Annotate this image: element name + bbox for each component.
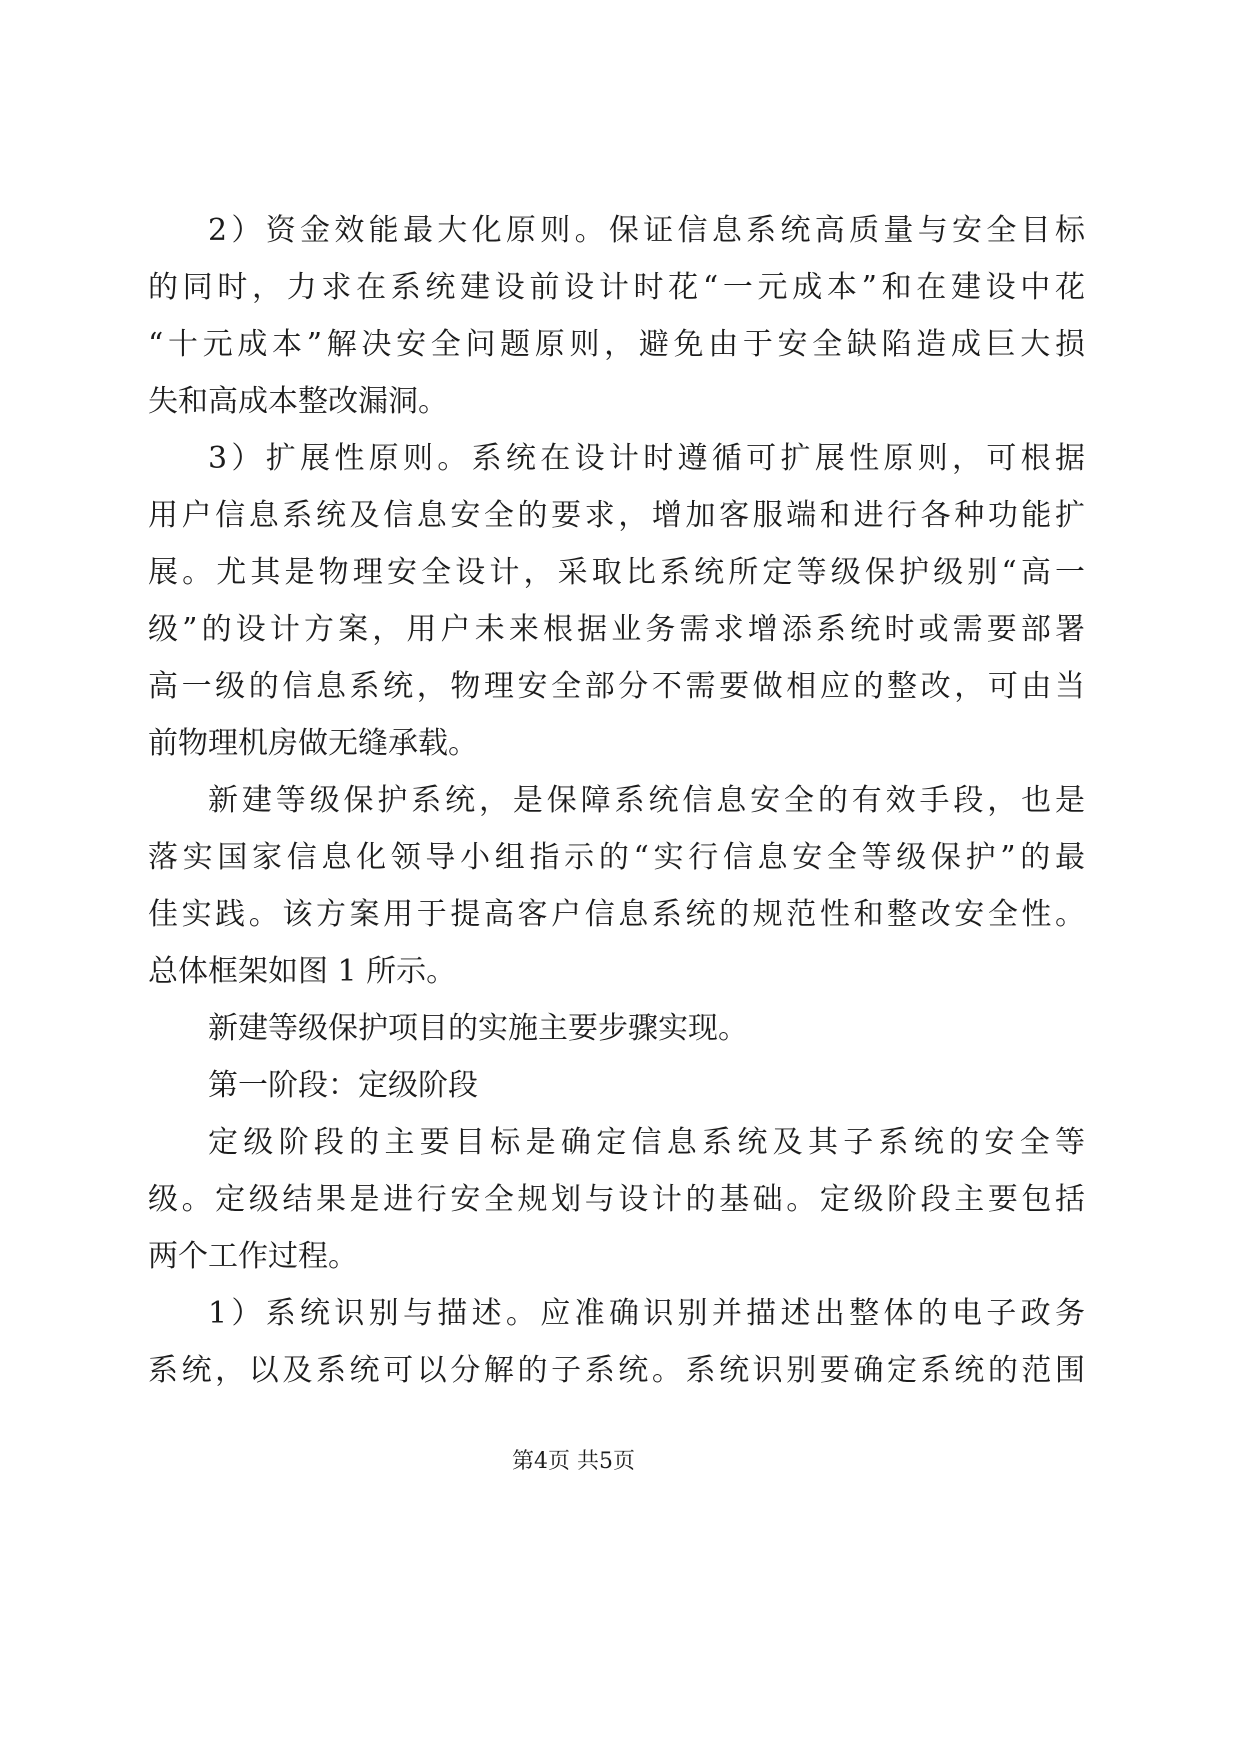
text-line: 级”的设计方案，用户未来根据业务需求增添系统时或需要部署 [148,612,1085,647]
text-line: 1）系统识别与描述。应准确识别并描述出整体的电子政务 [208,1296,1085,1331]
document-body [148,202,1085,1399]
paragraph-grading-stage [148,1114,1085,1285]
section-heading-stage-one [148,1057,1085,1114]
paragraph-implementation-steps [148,1000,1085,1057]
text-line: 定级阶段的主要目标是确定信息系统及其子系统的安全等 [208,1125,1085,1160]
page-footer: 第4页 共5页 [512,1449,635,1474]
text-line: 用户信息系统及信息安全的要求，增加客服端和进行各种功能扩 [148,498,1085,533]
text-line: 新建等级保护项目的实施主要步骤实现。 [208,1011,748,1046]
text-line: 高一级的信息系统，物理安全部分不需要做相应的整改，可由当 [148,669,1085,704]
paragraph-system-identification [148,1285,1085,1399]
text-line: 落实国家信息化领导小组指示的“实行信息安全等级保护”的最 [148,840,1085,875]
text-line: 展。尤其是物理安全设计，采取比系统所定等级保护级别“高一 [148,555,1085,590]
text-line: 3）扩展性原则。系统在设计时遵循可扩展性原则，可根据 [208,441,1085,476]
text-line: 前物理机房做无缝承载。 [148,726,478,761]
text-line: 2）资金效能最大化原则。保证信息系统高质量与安全目标 [208,213,1085,248]
text-line: 级。定级结果是进行安全规划与设计的基础。定级阶段主要包括 [148,1182,1085,1217]
paragraph-scalability [148,430,1085,772]
text-line: 两个工作过程。 [148,1239,358,1274]
text-line: 佳实践。该方案用于提高客户信息系统的规范性和整改安全性。 [148,897,1085,932]
text-line: “十元成本”解决安全问题原则，避免由于安全缺陷造成巨大损 [148,327,1085,362]
text-line: 总体框架如图 1 所示。 [148,954,457,989]
text-line: 的同时，力求在系统建设前设计时花“一元成本”和在建设中花 [148,270,1085,305]
paragraph-funding-efficiency [148,202,1085,430]
text-line: 失和高成本整改漏洞。 [148,384,448,419]
text-line: 系统，以及系统可以分解的子系统。系统识别要确定系统的范围 [148,1353,1085,1388]
paragraph-protection-system [148,772,1085,1000]
text-line: 第一阶段：定级阶段 [208,1068,478,1103]
text-line: 新建等级保护系统，是保障系统信息安全的有效手段，也是 [208,783,1085,818]
